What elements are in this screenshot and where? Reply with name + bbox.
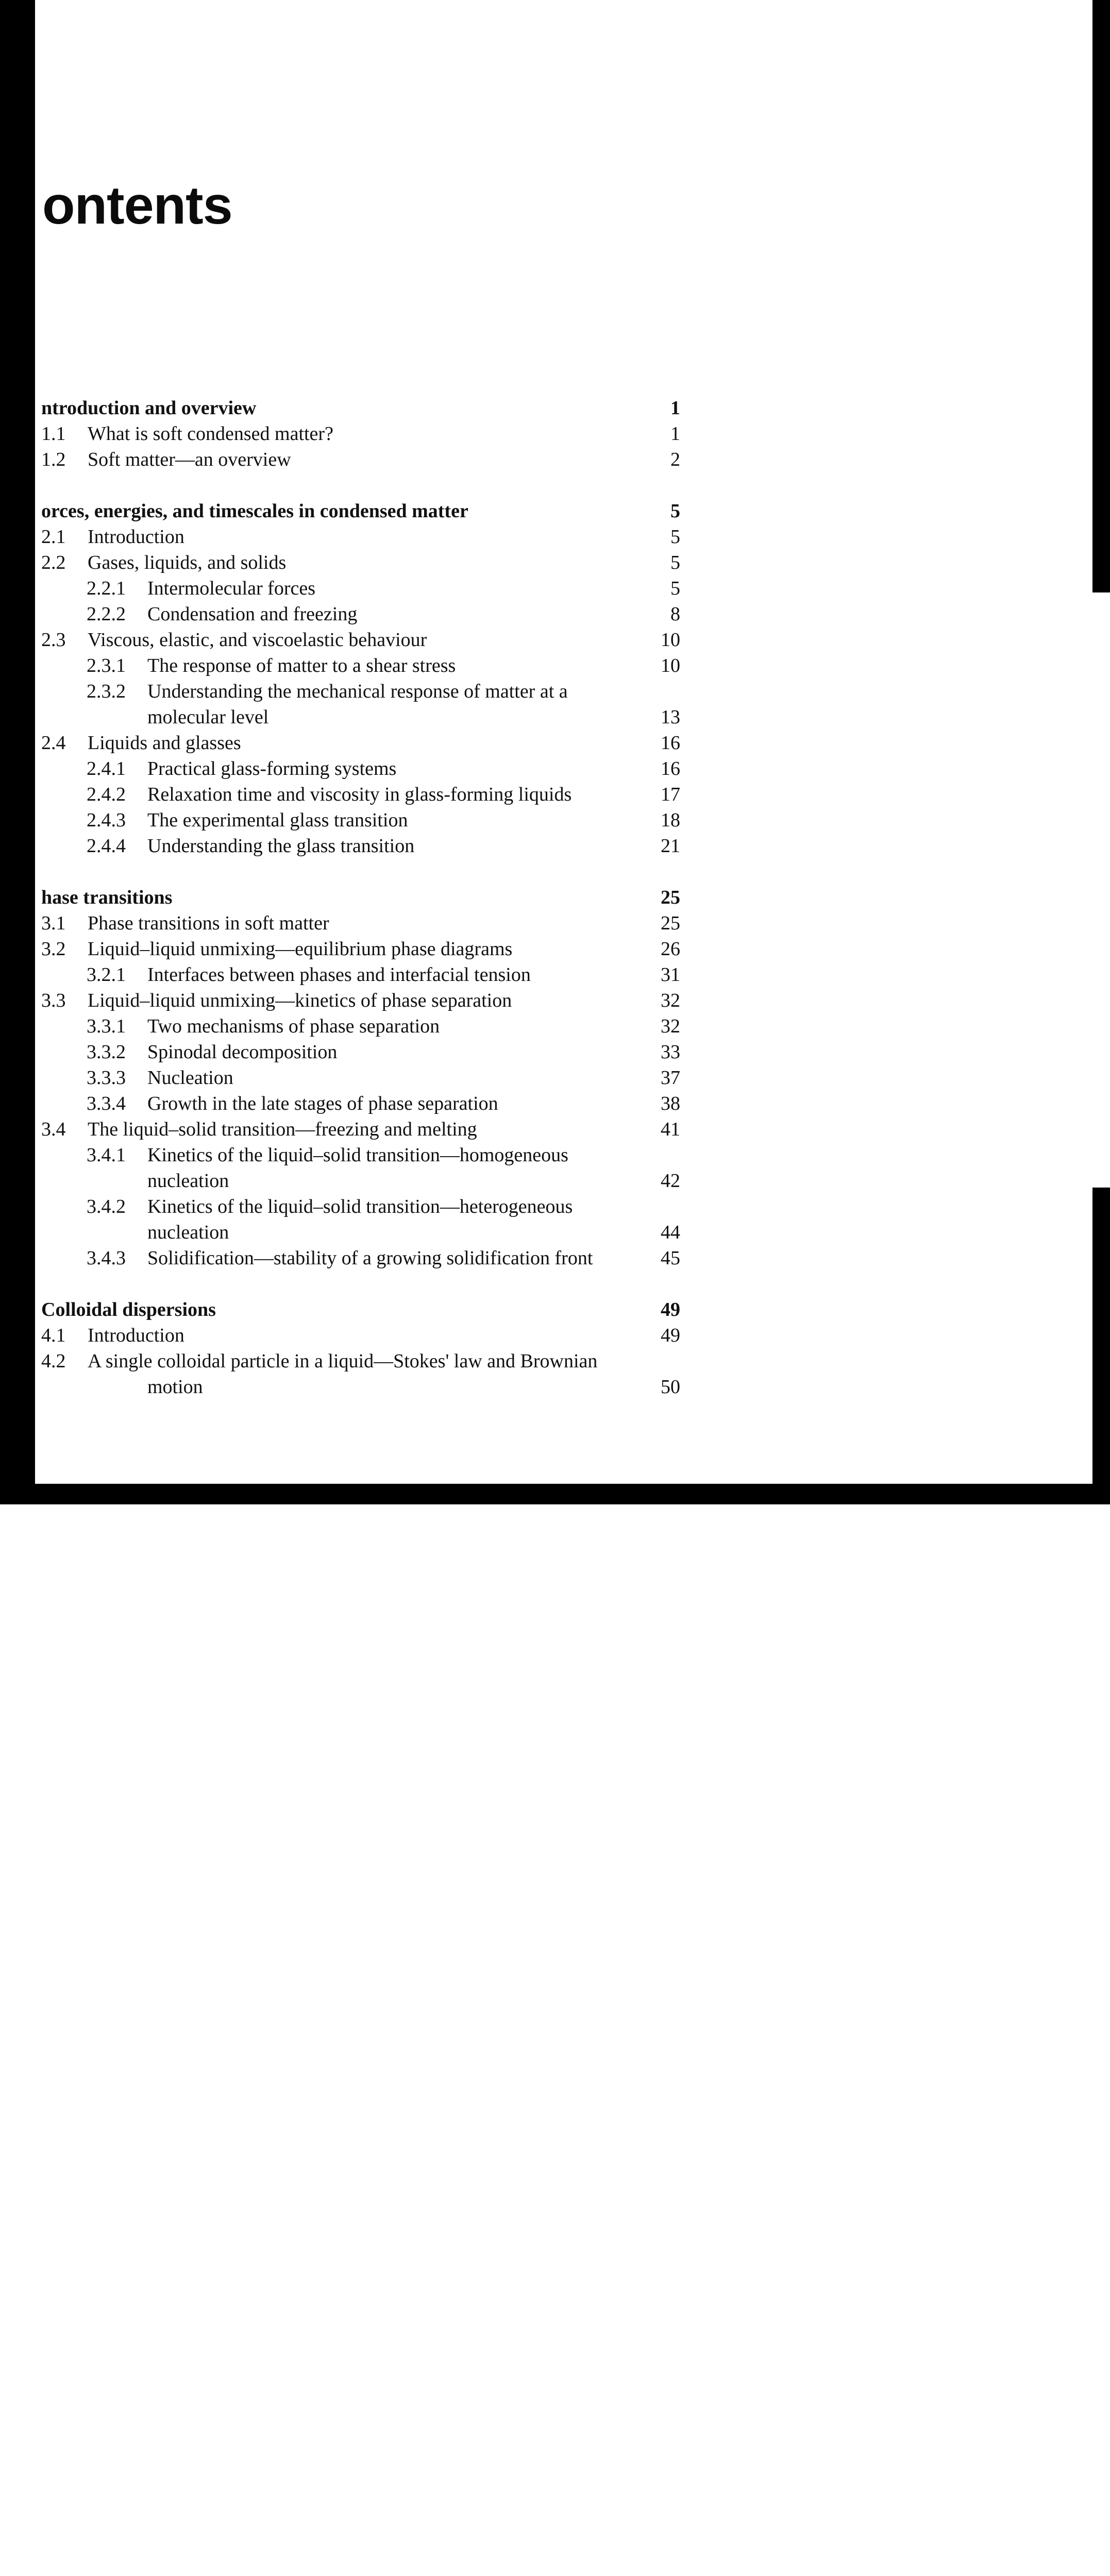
toc-entry-number: 2.4.4 <box>87 835 126 857</box>
toc-entry-chapter <box>0 884 680 911</box>
toc-entry-cont <box>0 704 680 731</box>
toc-entry-number: 2.4.3 <box>87 809 126 831</box>
toc-entry-page: 2 <box>670 449 680 470</box>
toc-entry-number: 2.2.1 <box>87 578 126 599</box>
toc-entry-number: 3.4 <box>41 1118 66 1140</box>
toc-entry-section <box>0 1348 680 1375</box>
toc-entry-page: 50 <box>661 1376 680 1398</box>
toc-entry-page: 5 <box>670 500 680 522</box>
toc-entry-number: 4.2 <box>41 1350 66 1372</box>
toc-entry-title: Interfaces between phases and interfacial tension <box>147 964 531 986</box>
page-title: ontents <box>42 176 232 235</box>
toc-entry-sub <box>0 1245 680 1272</box>
toc-entry-title: Intermolecular forces <box>147 578 315 599</box>
toc-entry-sub <box>0 833 680 859</box>
toc-entry-page: 10 <box>661 629 680 651</box>
toc-entry-sub <box>0 1142 680 1168</box>
toc-entry-sub <box>0 1013 680 1040</box>
toc-entry-number: 2.4 <box>41 732 66 754</box>
toc-entry-title: Growth in the late stages of phase separation <box>147 1093 498 1114</box>
toc-entry-cont <box>0 1219 680 1246</box>
toc-entry-section <box>0 730 680 756</box>
toc-entry-section <box>0 420 680 447</box>
toc-entry-sub <box>0 575 680 602</box>
toc-entry-title: molecular level <box>147 706 269 728</box>
right-edge-mark-upper <box>1092 0 1110 592</box>
toc-entry-title: nucleation <box>147 1170 229 1192</box>
toc-entry-title: Understanding the mechanical response of matter at a <box>147 681 568 702</box>
toc-entry-number: 2.2 <box>41 552 66 573</box>
toc-entry-page: 10 <box>661 655 680 676</box>
toc-entry-page: 5 <box>670 578 680 599</box>
toc-entry-sub <box>0 1064 680 1091</box>
toc-entry-page: 42 <box>661 1170 680 1192</box>
toc-entry-page: 45 <box>661 1247 680 1269</box>
toc-entry-title: Solidification—stability of a growing solidification front <box>147 1247 593 1269</box>
toc-entry-number: 2.3.1 <box>87 655 126 676</box>
toc-entry-page: 26 <box>661 938 680 960</box>
toc-entry-page: 33 <box>661 1041 680 1063</box>
toc-entry-title: What is soft condensed matter? <box>88 423 333 445</box>
toc-entry-page: 32 <box>661 1015 680 1037</box>
toc-entry-page: 25 <box>661 887 680 908</box>
toc-entry-sub <box>0 1090 680 1117</box>
toc-entry-title: hase transitions <box>41 887 173 908</box>
toc-entry-title: The response of matter to a shear stress <box>147 655 456 676</box>
toc-entry-title: The liquid–solid transition—freezing and melting <box>88 1118 477 1140</box>
toc-entry-sub <box>0 1039 680 1065</box>
toc-entry-page: 8 <box>670 603 680 625</box>
toc-entry-number: 3.4.1 <box>87 1144 126 1166</box>
toc-entry-number: 3.4.3 <box>87 1247 126 1269</box>
toc-entry-number: 3.4.2 <box>87 1196 126 1217</box>
toc-entry-number: 2.4.1 <box>87 758 126 779</box>
toc-entry-chapter <box>0 395 680 421</box>
toc-entry-page: 5 <box>670 526 680 548</box>
toc-entry-chapter <box>0 1296 680 1323</box>
toc-entry-sub <box>0 755 680 782</box>
toc-entry-title: Phase transitions in soft matter <box>88 912 329 934</box>
toc-entry-title: Relaxation time and viscosity in glass-forming liquids <box>147 784 572 805</box>
toc-entry-title: Nucleation <box>147 1067 233 1089</box>
toc-entry-section <box>0 549 680 576</box>
toc-entry-page: 21 <box>661 835 680 857</box>
toc-entry-page: 5 <box>670 552 680 573</box>
toc-entry-title: ntroduction and overview <box>41 397 257 419</box>
toc-entry-number: 2.1 <box>41 526 66 548</box>
toc-entry-number: 2.3.2 <box>87 681 126 702</box>
toc-entry-number: 1.2 <box>41 449 66 470</box>
toc-entry-title: Soft matter—an overview <box>88 449 291 470</box>
toc-entry-section <box>0 910 680 937</box>
toc-entry-number: 3.2.1 <box>87 964 126 986</box>
toc-entry-page: 16 <box>661 732 680 754</box>
toc-entry-number: 2.2.2 <box>87 603 126 625</box>
toc-entry-title: Introduction <box>88 1325 184 1346</box>
toc-entry-title: Practical glass-forming systems <box>147 758 397 779</box>
toc-entry-section <box>0 1116 680 1143</box>
toc-entry-page: 16 <box>661 758 680 779</box>
toc-entry-chapter <box>0 498 680 524</box>
toc-entry-page: 13 <box>661 706 680 728</box>
toc-entry-sub <box>0 781 680 808</box>
toc-entry-title: Condensation and freezing <box>147 603 358 625</box>
toc-entry-title: Kinetics of the liquid–solid transition—heterogeneous <box>147 1196 573 1217</box>
toc-entry-cont <box>0 1167 680 1194</box>
toc-entry-number: 2.4.2 <box>87 784 126 805</box>
toc-entry-section <box>0 1322 680 1349</box>
toc-entry-number: 1.1 <box>41 423 66 445</box>
blank-lower-area <box>0 1504 1110 2576</box>
right-edge-mark-lower <box>1092 1188 1110 1504</box>
toc-entry-page: 1 <box>670 397 680 419</box>
toc-entry-number: 3.2 <box>41 938 66 960</box>
toc-entry-sub <box>0 961 680 988</box>
toc-entry-page: 31 <box>661 964 680 986</box>
toc-entry-title: Spinodal decomposition <box>147 1041 338 1063</box>
toc-entry-title: Liquid–liquid unmixing—equilibrium phase diagrams <box>88 938 513 960</box>
toc-entry-sub <box>0 652 680 679</box>
toc-entry-sub <box>0 678 680 705</box>
toc-entry-title: A single colloidal particle in a liquid—Stokes' law and Brownian <box>88 1350 598 1372</box>
toc-entry-title: Understanding the glass transition <box>147 835 415 857</box>
toc-entry-title: Gases, liquids, and solids <box>88 552 287 573</box>
toc-entry-cont <box>0 1374 680 1400</box>
toc-entry-number: 3.3.4 <box>87 1093 126 1114</box>
toc-entry-page: 17 <box>661 784 680 805</box>
toc-entry-sub <box>0 601 680 628</box>
toc-entry-number: 3.1 <box>41 912 66 934</box>
toc-entry-page: 37 <box>661 1067 680 1089</box>
toc-entry-section <box>0 936 680 962</box>
toc-entry-sub <box>0 1193 680 1220</box>
toc-entry-section <box>0 446 680 473</box>
toc-entry-number: 3.3 <box>41 990 66 1011</box>
toc-entry-section <box>0 626 680 653</box>
toc-entry-title: The experimental glass transition <box>147 809 408 831</box>
toc-entry-page: 32 <box>661 990 680 1011</box>
toc-entry-number: 4.1 <box>41 1325 66 1346</box>
toc-entry-number: 3.3.2 <box>87 1041 126 1063</box>
toc-entry-title: Colloidal dispersions <box>41 1299 216 1320</box>
toc-entry-page: 49 <box>661 1299 680 1320</box>
toc-entry-page: 18 <box>661 809 680 831</box>
bottom-edge-shadow <box>0 1484 1110 1504</box>
toc-entry-section <box>0 987 680 1014</box>
toc-entry-page: 38 <box>661 1093 680 1114</box>
toc-entry-title: Introduction <box>88 526 184 548</box>
toc-entry-sub <box>0 807 680 834</box>
toc-entry-title: Viscous, elastic, and viscoelastic behaviour <box>88 629 427 651</box>
toc-entry-number: 2.3 <box>41 629 66 651</box>
toc-entry-section <box>0 523 680 550</box>
toc-entry-title: Two mechanisms of phase separation <box>147 1015 440 1037</box>
toc-entry-title: orces, energies, and timescales in condensed matter <box>41 500 468 522</box>
toc-entry-page: 49 <box>661 1325 680 1346</box>
toc-entry-title: Liquids and glasses <box>88 732 241 754</box>
toc-entry-title: Kinetics of the liquid–solid transition—homogeneous <box>147 1144 568 1166</box>
toc-entry-title: nucleation <box>147 1222 229 1243</box>
toc-entry-title: Liquid–liquid unmixing—kinetics of phase separation <box>88 990 512 1011</box>
toc-entry-page: 1 <box>670 423 680 445</box>
toc-entry-number: 3.3.1 <box>87 1015 126 1037</box>
toc-entry-page: 25 <box>661 912 680 934</box>
toc-entry-number: 3.3.3 <box>87 1067 126 1089</box>
toc-entry-page: 44 <box>661 1222 680 1243</box>
toc-entry-page: 41 <box>661 1118 680 1140</box>
toc-entry-title: motion <box>147 1376 203 1398</box>
